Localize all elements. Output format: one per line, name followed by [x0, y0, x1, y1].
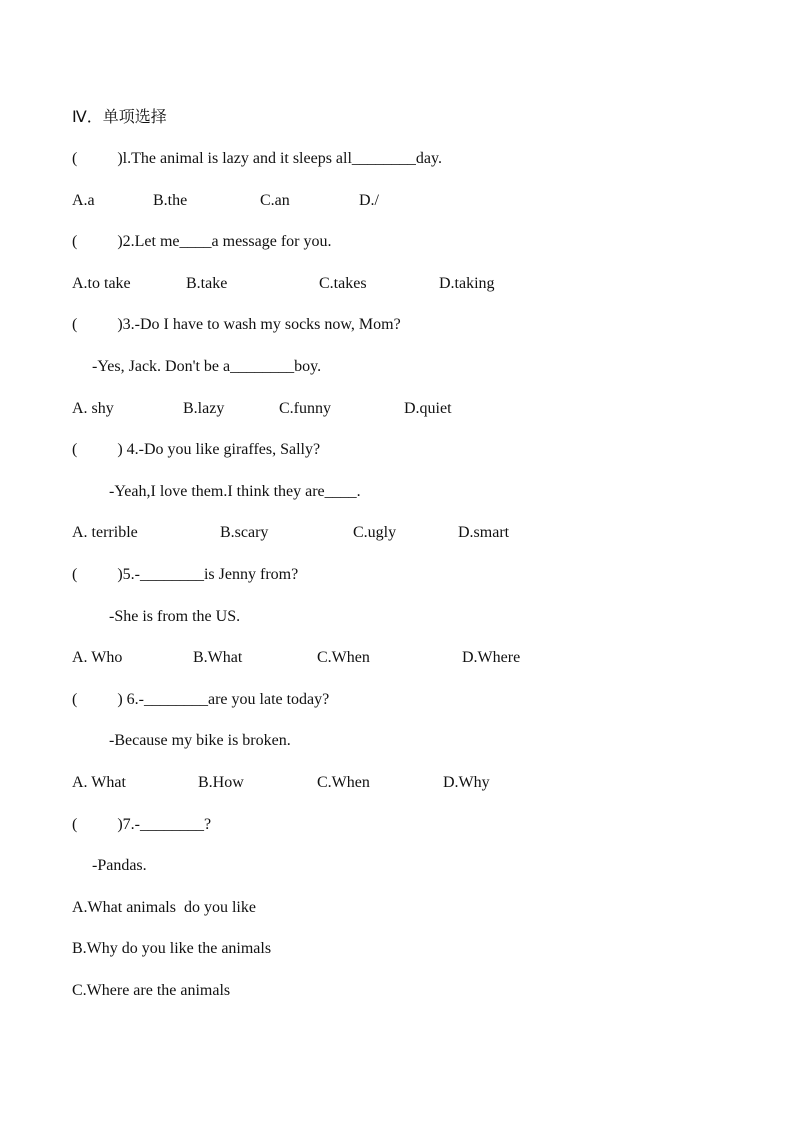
option-c: C.an	[260, 192, 290, 209]
option-a: A. Who	[72, 649, 123, 666]
option-d: D./	[359, 192, 379, 209]
question-1-options	[72, 191, 772, 211]
option-d: D.quiet	[404, 400, 452, 417]
question-3-options	[72, 399, 772, 419]
question-6-options	[72, 773, 772, 793]
option-d: D.Where	[462, 649, 521, 666]
question-4-options	[72, 523, 772, 543]
question-3-stem: ( )3.-Do I have to wash my socks now, Mom?	[72, 316, 401, 333]
question-1-stem: ( )l.The animal is lazy and it sleeps all________day.	[72, 150, 442, 167]
option-b: B.Why do you like the animals	[72, 940, 272, 957]
option-d: D.smart	[458, 524, 510, 541]
question-7-reply: -Pandas.	[92, 857, 147, 874]
question-2-stem: ( )2.Let me____a message for you.	[72, 233, 332, 250]
question-4-reply: -Yeah,I love them.I think they are____.	[109, 483, 361, 500]
question-3-reply: -Yes, Jack. Don't be a________boy.	[92, 358, 322, 375]
question-7-stem: ( )7.-________?	[72, 816, 212, 833]
question-5-options	[72, 648, 772, 668]
option-a: A. terrible	[72, 524, 138, 541]
question-6-reply: -Because my bike is broken.	[109, 732, 291, 749]
option-c: C.Where are the animals	[72, 982, 231, 999]
option-c: C.When	[317, 774, 370, 791]
option-b: B.scary	[220, 524, 269, 541]
option-c: C.funny	[279, 400, 331, 417]
option-c: C.takes	[319, 275, 367, 292]
option-b: B.How	[198, 774, 244, 791]
question-5-reply: -She is from the US.	[109, 608, 241, 625]
option-d: D.Why	[443, 774, 490, 791]
question-6-stem: ( ) 6.-________are you late today?	[72, 691, 330, 708]
option-a: A.a	[72, 192, 95, 209]
section-title: Ⅳ．单项选择	[72, 107, 167, 126]
option-c: C.When	[317, 649, 370, 666]
option-a: A. What	[72, 774, 126, 791]
question-2-options	[72, 274, 772, 294]
option-a: A.What animals do you like	[72, 899, 256, 916]
option-b: B.What	[193, 649, 243, 666]
option-a: A.to take	[72, 275, 131, 292]
question-5-stem: ( )5.-________is Jenny from?	[72, 566, 299, 583]
option-b: B.take	[186, 275, 228, 292]
option-c: C.ugly	[353, 524, 397, 541]
option-b: B.the	[153, 192, 188, 209]
question-4-stem: ( ) 4.-Do you like giraffes, Sally?	[72, 441, 321, 458]
option-a: A. shy	[72, 400, 114, 417]
option-d: D.taking	[439, 275, 495, 292]
option-b: B.lazy	[183, 400, 225, 417]
